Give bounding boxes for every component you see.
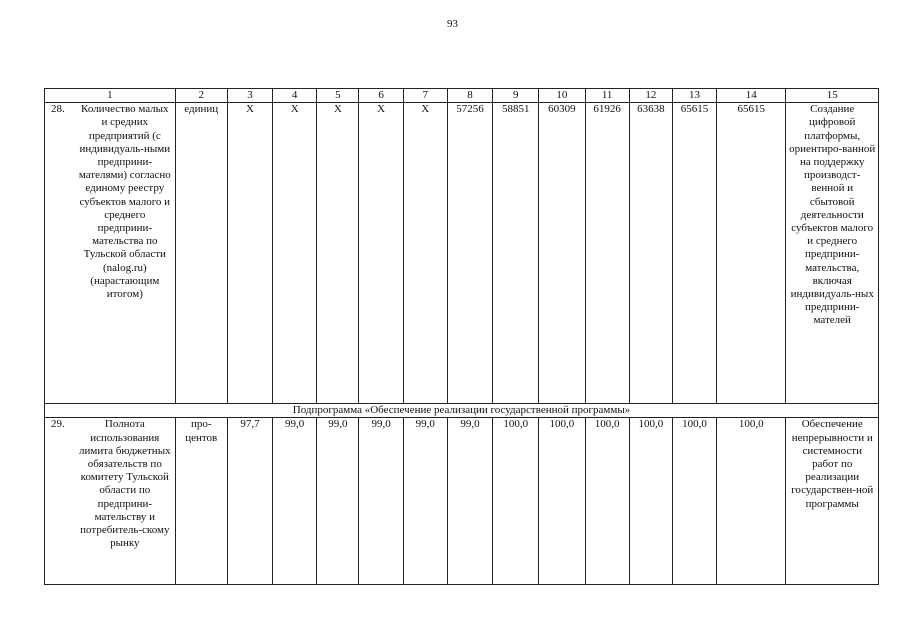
indicator-name: Количество малых и средних предприятий (с индивидуаль-ными предприни-мателями) согласно единому реестру субъектов малого и среднего предприни-мательства по Тульской области (nalog.ru) (нарастающим итогом) [78,103,171,301]
header-cell: 3 [227,89,272,103]
value-cell: 100,0 [672,418,716,585]
header-cell: 6 [359,89,403,103]
row-number: 29. [51,418,65,431]
value-cell: 99,0 [403,418,447,585]
subprogram-row [45,404,879,418]
header-cell: 7 [403,89,447,103]
value-cell: 100,0 [493,418,539,585]
header-cell: 9 [493,89,539,103]
unit-cell: про-центов [175,418,227,585]
value-cell: 99,0 [273,418,317,585]
value-cell: X [273,103,317,404]
note-cell: Обеспечение непрерывности и системности работ по реализации государствен-ной программы [786,418,879,585]
subprogram-title: Подпрограмма «Обеспечение реализации государственной программы» [45,404,879,418]
value-cell: X [359,103,403,404]
value-cell: X [317,103,359,404]
value-cell: X [403,103,447,404]
value-cell: 60309 [539,103,585,404]
header-cell: 2 [175,89,227,103]
indicators-table [44,88,879,585]
value-cell: 100,0 [539,418,585,585]
header-cell: 1 [45,89,176,103]
header-cell: 11 [585,89,629,103]
header-cell: 14 [717,89,786,103]
header-cell: 13 [672,89,716,103]
indicator-cell [45,418,176,585]
header-cell: 15 [786,89,879,103]
header-cell: 8 [447,89,492,103]
value-cell: 65615 [717,103,786,404]
value-cell: 100,0 [717,418,786,585]
page-number: 93 [447,18,458,30]
value-cell: 100,0 [629,418,672,585]
indicator-name: Полнота использования лимита бюджетных обязательств по комитету Тульской области по предприни-мательству и потребитель-скому рынку [79,418,171,550]
header-cell: 12 [629,89,672,103]
table-row [45,103,879,404]
row-number: 28. [51,103,65,116]
value-cell: 65615 [672,103,716,404]
value-cell: 99,0 [447,418,492,585]
header-cell: 4 [273,89,317,103]
value-cell: 97,7 [227,418,272,585]
unit-cell: единиц [175,103,227,404]
header-cell: 10 [539,89,585,103]
value-cell: 99,0 [317,418,359,585]
value-cell: X [227,103,272,404]
value-cell: 61926 [585,103,629,404]
value-cell: 63638 [629,103,672,404]
value-cell: 99,0 [359,418,403,585]
note-cell: Создание цифровой платформы, ориентиро-ванной на поддержку производст-венной и сбытовой деятельности субъектов малого и среднего предприни-мательства, включая индивидуаль-ных предприни-мателей [786,103,879,404]
value-cell: 58851 [493,103,539,404]
header-cell: 5 [317,89,359,103]
table-row [45,418,879,585]
indicator-cell [45,103,176,404]
header-row [45,89,879,103]
value-cell: 57256 [447,103,492,404]
value-cell: 100,0 [585,418,629,585]
